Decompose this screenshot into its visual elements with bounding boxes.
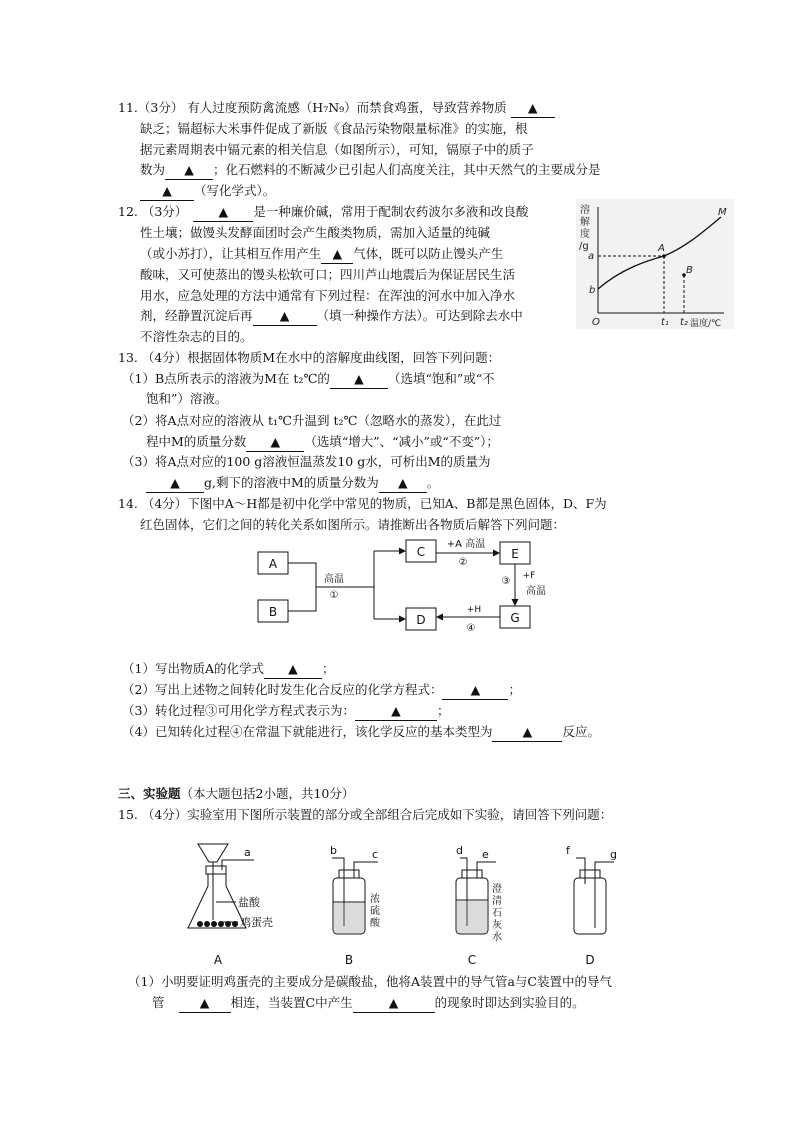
q14-line-1: 14. （4分）下图中A～H都是初中化学中常见的物质，已知A、B都是黑色固体，D、F为 [118, 496, 607, 511]
blank: ▲ [492, 723, 562, 742]
blank: ▲ [379, 474, 427, 493]
section-3-heading: 三、实验题（本大题包括2小题，共10分） [118, 786, 355, 801]
num-4: ④ [466, 623, 476, 634]
conversion-diagram [250, 532, 550, 638]
bracket-AB [288, 563, 316, 611]
q12-line-5: 用水，应急处理的方法中通常有下列过程：在浑浊的河水中加入净水 [140, 288, 516, 303]
label-g: g [610, 848, 617, 861]
node-A: A [268, 557, 278, 571]
y-label-2: 解 [580, 217, 590, 228]
blank: ▲ [442, 681, 508, 700]
lime-5: 水 [492, 932, 502, 943]
label-e: e [482, 848, 489, 861]
graph-background [576, 199, 734, 329]
bottle-D [574, 878, 606, 934]
caption-D: D [585, 953, 595, 967]
blank: ▲ [264, 660, 322, 679]
blank: ▲ [330, 370, 388, 389]
blank: ▲ [511, 99, 555, 118]
label-a: a [244, 846, 251, 859]
cond-3a: +F [522, 571, 536, 581]
stopper-D [580, 870, 600, 878]
q14-part-4: （4）已知转化过程④在常温下就能进行，该化学反应的基本类型为 ▲ 反应。 [122, 723, 600, 742]
x-label: 温度/℃ [690, 319, 722, 329]
stopper-B [339, 870, 359, 878]
label-c: c [372, 848, 379, 861]
q12-line-3: （或小苏打），让其相互作用产生 ▲ 气体，既可以防止馒头产生 [140, 245, 503, 264]
q12-line-2: 性土壤；做馒头发酵面团时会产生酸类物质，需加入适量的纯碱 [140, 225, 491, 240]
label-A: A [658, 243, 665, 254]
q14-part-1: （1）写出物质A的化学式 ▲ ； [122, 660, 335, 679]
y-label-1: 溶 [580, 205, 590, 216]
h2so4-3: 酸 [370, 918, 380, 929]
label-acid: 盐酸 [238, 896, 260, 909]
label-shell: 鸡蛋壳 [240, 916, 273, 929]
q11-line-2: 缺乏；镉超标大米事件促成了新版《食品污染物限量标准》的实施，根 [140, 121, 528, 136]
blank: ▲ [146, 474, 204, 493]
num-2: ② [458, 557, 468, 568]
num-1: ① [329, 590, 339, 601]
y-label-4: /g [579, 241, 589, 252]
lime-1: 澄 [492, 884, 502, 895]
label-origin: O [592, 317, 600, 328]
tube-a [222, 860, 254, 870]
tube-g [595, 862, 614, 928]
label-t2: t₂ [680, 317, 688, 328]
q13-part-3b: ▲ g,剩下的溶液中M的质量分数为 ▲ 。 [146, 474, 439, 493]
label-a: a [588, 251, 595, 262]
label-b: b [330, 844, 337, 857]
q12-line-4: 酸味，又可使蒸出的馒头松软可口；四川芦山地震后为保证居民生活 [140, 267, 516, 282]
q13-part-2b: 程中M的质量分数 ▲ （选填“增大”、“减小”或“不变”）； [146, 433, 499, 452]
q13-part-2: （2）将A点对应的溶液从 t₁℃升温到 t₂℃（忽略水的蒸发），在此过 [122, 413, 502, 428]
funnel [198, 844, 228, 862]
cond-2: +A 高温 [446, 539, 486, 550]
q12-line-6: 剂，经静置沉淀后再 ▲ （填一种操作方法）。可达到除去水中 [140, 307, 523, 326]
node-B: B [268, 605, 278, 619]
q12-line-1: 12. （3分） ▲ 是一种廉价碱，常用于配制农药波尔多液和改良酸 [118, 203, 528, 222]
q15-part-1: （1）小明要证明鸡蛋壳的主要成分是碳酸盐，他将A装置中的导气管a与C装置中的导气 [128, 974, 612, 989]
lime-4: 灰 [492, 920, 502, 931]
label-t1: t₁ [661, 317, 669, 328]
blank: ▲ [253, 307, 317, 326]
curve-label: M [718, 207, 727, 218]
q11-line-3: 据元素周期表中镉元素的相关信息（如图所示），可知，镉原子中的质子 [140, 142, 534, 157]
point-A [662, 254, 666, 258]
stopper-A [206, 866, 226, 874]
q13-part-1: （1）B点所表示的溶液为M在 t₂℃的 ▲ （选填“饱和”或“不 [122, 370, 495, 389]
blank: ▲ [246, 433, 304, 452]
blank: ▲ [140, 182, 194, 201]
blank: ▲ [193, 203, 253, 222]
caption-B: B [344, 953, 354, 967]
cond-1: 高温 [324, 574, 344, 585]
num-3: ③ [501, 576, 511, 587]
q15-part-1b: 管 ▲ 相连，当装置C中产生 ▲ 的现象时即达到实验目的。 [152, 994, 585, 1013]
caption-C: C [467, 953, 477, 967]
label-B: B [686, 265, 693, 276]
blank: ▲ [179, 994, 231, 1013]
q13-part-1b: 饱和”）溶液。 [146, 391, 228, 406]
label-d: d [456, 844, 463, 857]
lime-3: 石 [492, 908, 502, 919]
node-D: D [416, 613, 426, 627]
q14-line-2: 红色固体，它们之间的转化关系如图所示。请推断出各物质后解答下列问题： [140, 517, 566, 532]
q14-part-2: （2）写出上述物之间转化时发生化合反应的化学方程式： ▲ ； [122, 681, 521, 700]
solubility-graph [576, 199, 734, 329]
label-b: b [589, 285, 596, 296]
caption-A: A [213, 953, 223, 967]
q11-line-1: 11.（3分） 有人过度预防禽流感（H₇N₉）而禁食鸡蛋，导致营养物质 ▲ [118, 99, 555, 118]
stopper-C [462, 870, 482, 878]
cond-4: +H [466, 605, 482, 615]
node-G: G [510, 611, 520, 625]
cond-3b: 高温 [526, 586, 546, 597]
q14-part-3: （3）转化过程③可用化学方程式表示为： ▲ ； [122, 702, 449, 721]
label-f: f [566, 844, 570, 857]
lime-2: 清 [492, 896, 502, 907]
blank: ▲ [355, 702, 437, 721]
q13-part-3: （3）将A点对应的100 g溶液恒温蒸发10 g水，可析出M的质量为 [122, 454, 491, 469]
q11-line-4: 数为 ▲ ；化石燃料的不断减少已引起人们高度关注，其中天然气的主要成分是 [140, 161, 601, 180]
apparatus-figure [176, 836, 636, 970]
h2so4-1: 浓 [370, 894, 380, 905]
node-C: C [416, 545, 426, 559]
q13-title: 13. （4分）根据固体物质M在水中的溶解度曲线图，回答下列问题： [118, 350, 501, 365]
q11-line-5: ▲ （写化学式）。 [140, 182, 275, 201]
q15-line-1: 15. （4分）实验室用下图所示装置的部分或全部组合后完成如下实验，请回答下列问题： [118, 807, 613, 822]
h2so4-2: 硫 [370, 906, 380, 917]
blank: ▲ [165, 161, 213, 180]
blank: ▲ [353, 994, 435, 1013]
q12-line-7: 不溶性杂志的目的。 [140, 329, 253, 344]
blank: ▲ [321, 245, 353, 264]
node-E: E [511, 547, 519, 561]
y-label-3: 度 [580, 229, 590, 240]
